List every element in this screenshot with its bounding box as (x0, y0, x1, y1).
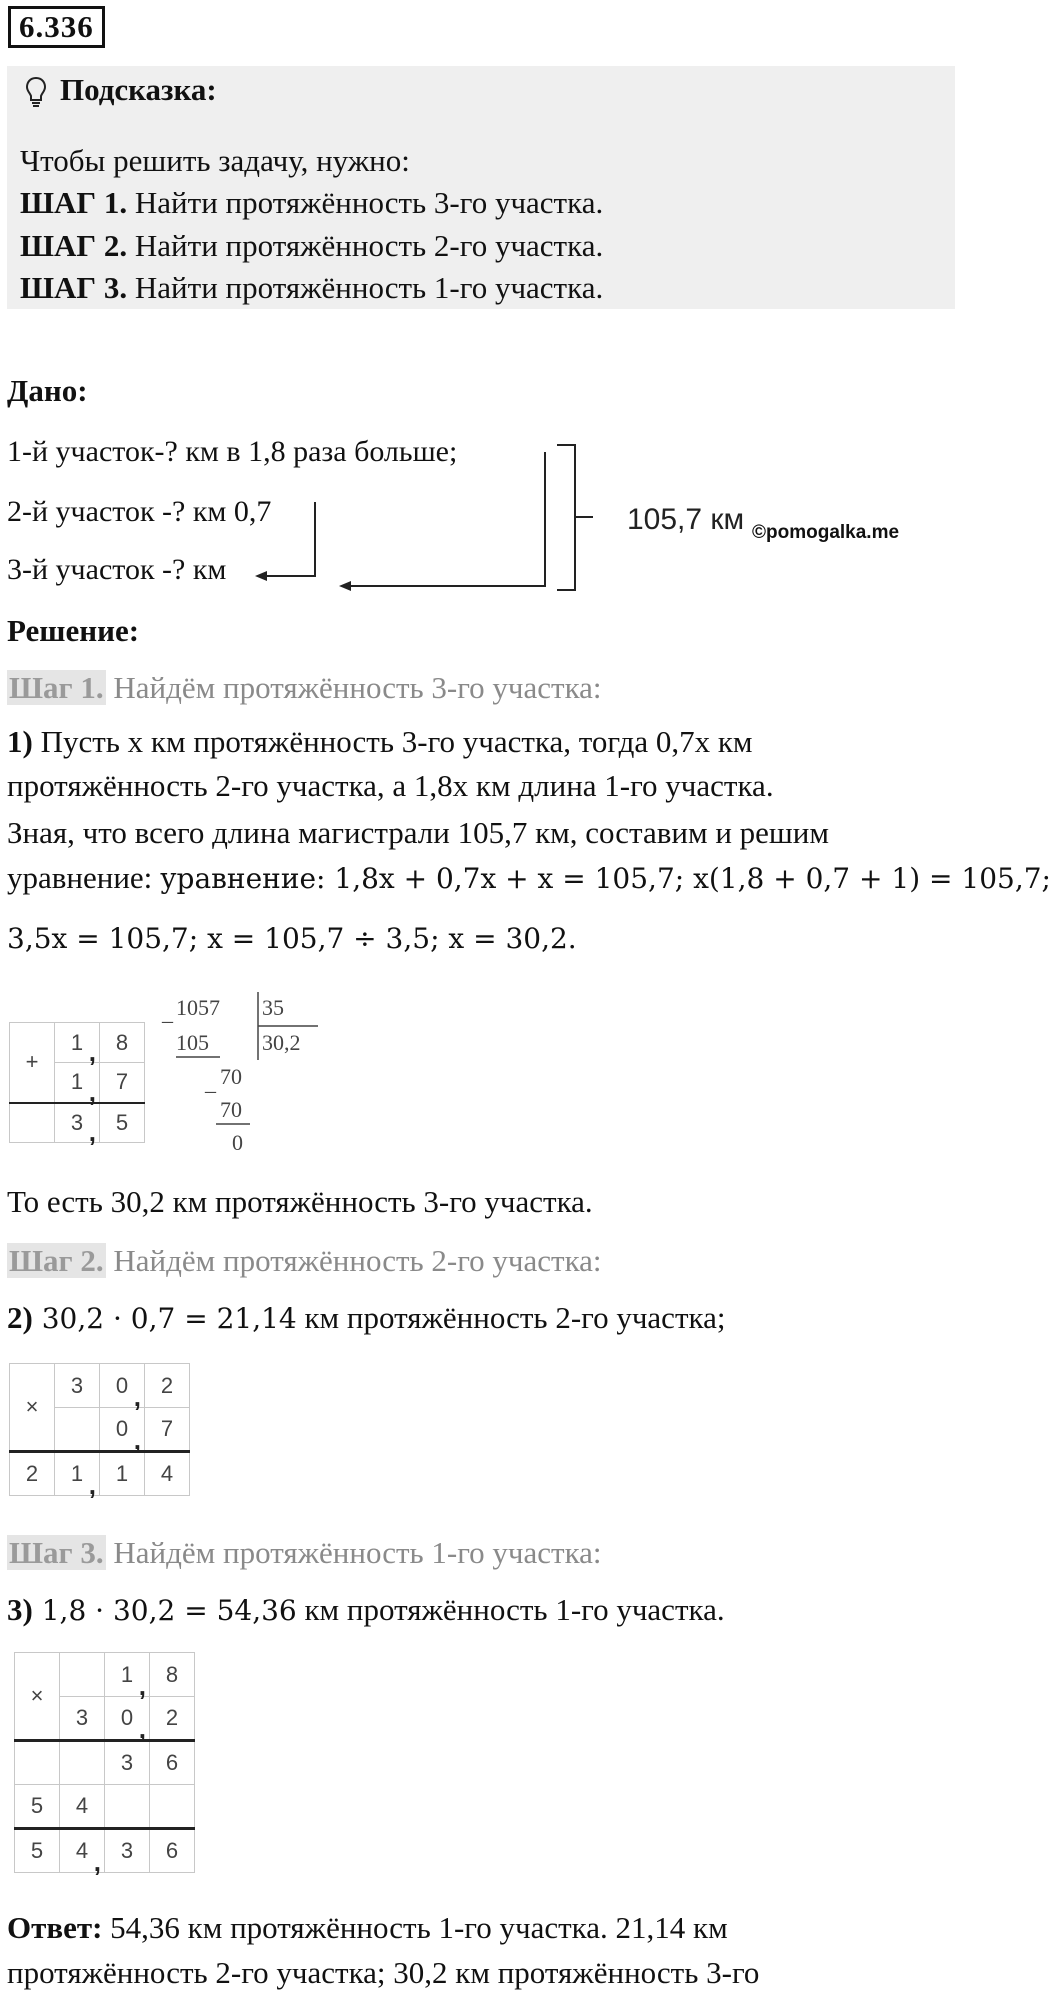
step-text: Найдём протяжённость 3-го участка: (105, 670, 602, 705)
table-cell: 1 , (55, 1452, 100, 1496)
watermark: ©pomogalka.me (752, 522, 900, 543)
addition-table (9, 1022, 145, 1143)
given-line-2: 2-й участок -? км 0,7 (7, 495, 272, 528)
table-cell: 0 , (100, 1364, 145, 1408)
step-1-heading (7, 670, 602, 706)
table-cell: 8 (100, 1023, 145, 1063)
division-quotient: 30,2 (262, 1030, 301, 1055)
given-total: 105,7 км (627, 503, 745, 536)
table-cell: 1 , (55, 1023, 100, 1063)
step-1-solution: 3,5x = 105,7; x = 105,7 ÷ 3,5; x = 30,2. (7, 922, 577, 955)
step-2-heading (7, 1243, 602, 1279)
hint-step-1 (20, 185, 603, 221)
division-remainder-1: 70 (220, 1064, 242, 1089)
step-3-calc (7, 1592, 725, 1628)
hint-intro: Чтобы решить задачу, нужно: (20, 143, 410, 178)
table-cell (60, 1653, 105, 1697)
step-2-calc (7, 1300, 725, 1336)
table-cell: 7 (100, 1063, 145, 1103)
hint-step-text: Найти протяжённость 2-го участка. (127, 228, 604, 263)
step-label: Шаг 1. (9, 670, 104, 705)
table-cell: 1 , (55, 1063, 100, 1103)
division-remainder-2: 0 (232, 1130, 243, 1155)
table-cell: 0 , (105, 1697, 150, 1741)
step-text: Найдём протяжённость 1-го участка: (105, 1535, 602, 1570)
item-text: км протяжённость 2-го участка; (296, 1300, 726, 1335)
division-divisor: 35 (262, 995, 284, 1020)
item-expression: 30,2 · 0,7 = 21,14 (32, 1302, 297, 1335)
table-sign: × (15, 1653, 60, 1741)
hint-step-text: Найти протяжённость 3-го участка. (127, 185, 604, 220)
table-cell: 2 (10, 1452, 55, 1496)
table-cell: 3 (55, 1364, 100, 1408)
hint-title: Подсказка: (60, 72, 217, 107)
given-title: Дано: (7, 373, 88, 408)
answer-line-2: протяжённость 2-го участка; 30,2 км протяжённость 3-го (7, 1955, 760, 1990)
answer-label: Ответ: (7, 1910, 103, 1945)
hint-step-label: ШАГ 3. (20, 270, 128, 305)
step-1-p2: протяжённость 2-го участка, а 1,8х км длина 1-го участка. (7, 768, 774, 803)
table-cell (60, 1741, 105, 1785)
step-text: Найдём протяжённость 2-го участка: (105, 1243, 602, 1278)
given-line-1: 1-й участок-? км в 1,8 раза больше; (7, 435, 458, 468)
table-cell: 6 (150, 1741, 195, 1785)
step-1-conclusion: То есть 30,2 км протяжённость 3-го участка. (7, 1184, 593, 1219)
table-cell (105, 1785, 150, 1829)
step-1-equation: уравнение: уравнение: 1,8x + 0,7x + x = 105,7; x(1,8 + 0,7 + 1) = 105,7; (7, 860, 1051, 895)
item-text: Пусть х км протяжённость 3-го участка, тогда 0,7х км (32, 724, 753, 759)
table-cell: 5 (100, 1103, 145, 1143)
table-cell: 8 (150, 1653, 195, 1697)
table-cell: 3 , (55, 1103, 100, 1143)
table-cell: 1 , (105, 1653, 150, 1697)
step-1-p3: Зная, что всего длина магистрали 105,7 км, составим и решим (7, 815, 830, 850)
table-cell: 3 (105, 1829, 150, 1873)
table-cell: 7 (145, 1408, 190, 1452)
table-cell: 3 (60, 1697, 105, 1741)
step-label: Шаг 3. (9, 1535, 104, 1570)
table-cell (150, 1785, 195, 1829)
answer-line-1 (7, 1910, 728, 1946)
item-expression: 1,8 · 30,2 = 54,36 (32, 1594, 297, 1627)
step-3-heading (7, 1535, 602, 1571)
hint-step-2 (20, 228, 603, 264)
table-cell: 4 (145, 1452, 190, 1496)
table-cell: 2 (150, 1697, 195, 1741)
hint-step-text: Найти протяжённость 1-го участка. (127, 270, 604, 305)
table-cell: 0 , (100, 1408, 145, 1452)
solution-title: Решение: (7, 613, 140, 648)
table-cell: 1 (100, 1452, 145, 1496)
table-cell: 2 (145, 1364, 190, 1408)
division-subtrahend: 105 (176, 1030, 209, 1055)
task-number: 6.336 (8, 6, 105, 48)
hint-step-3 (20, 270, 603, 306)
table-cell: 4 , (60, 1829, 105, 1873)
table-sign: + (10, 1023, 55, 1103)
step-1-p1 (7, 724, 753, 760)
multiplication-table-1 (9, 1363, 190, 1496)
given-line-3: 3-й участок -? км (7, 553, 227, 586)
table-cell: 5 (15, 1785, 60, 1829)
lightbulb-icon (25, 76, 47, 108)
item-number: 1) (7, 724, 33, 759)
division-subtrahend-2: 70 (220, 1097, 242, 1122)
step-label: Шаг 2. (9, 1243, 104, 1278)
hint-step-label: ШАГ 1. (20, 185, 128, 220)
equation-text: уравнение: 1,8x + 0,7x + x = 105,7; x(1,8 + 0,7 + 1) = 105,7; (160, 862, 1051, 895)
table-cell (15, 1741, 60, 1785)
item-text: км протяжённость 1-го участка. (296, 1592, 725, 1627)
item-number: 2) (7, 1300, 33, 1335)
table-cell: 4 (60, 1785, 105, 1829)
table-cell (55, 1408, 100, 1452)
answer-text: 54,36 км протяжённость 1-го участка. 21,14 км (102, 1910, 728, 1945)
table-cell: 6 (150, 1829, 195, 1873)
multiplication-table-2 (14, 1652, 195, 1873)
item-number: 3) (7, 1592, 33, 1627)
table-cell: 5 (15, 1829, 60, 1873)
division-dividend: 1057 (176, 995, 220, 1020)
table-cell: 3 (105, 1741, 150, 1785)
table-sign: × (10, 1364, 55, 1452)
hint-step-label: ШАГ 2. (20, 228, 128, 263)
given-brackets-arrows (255, 440, 595, 600)
